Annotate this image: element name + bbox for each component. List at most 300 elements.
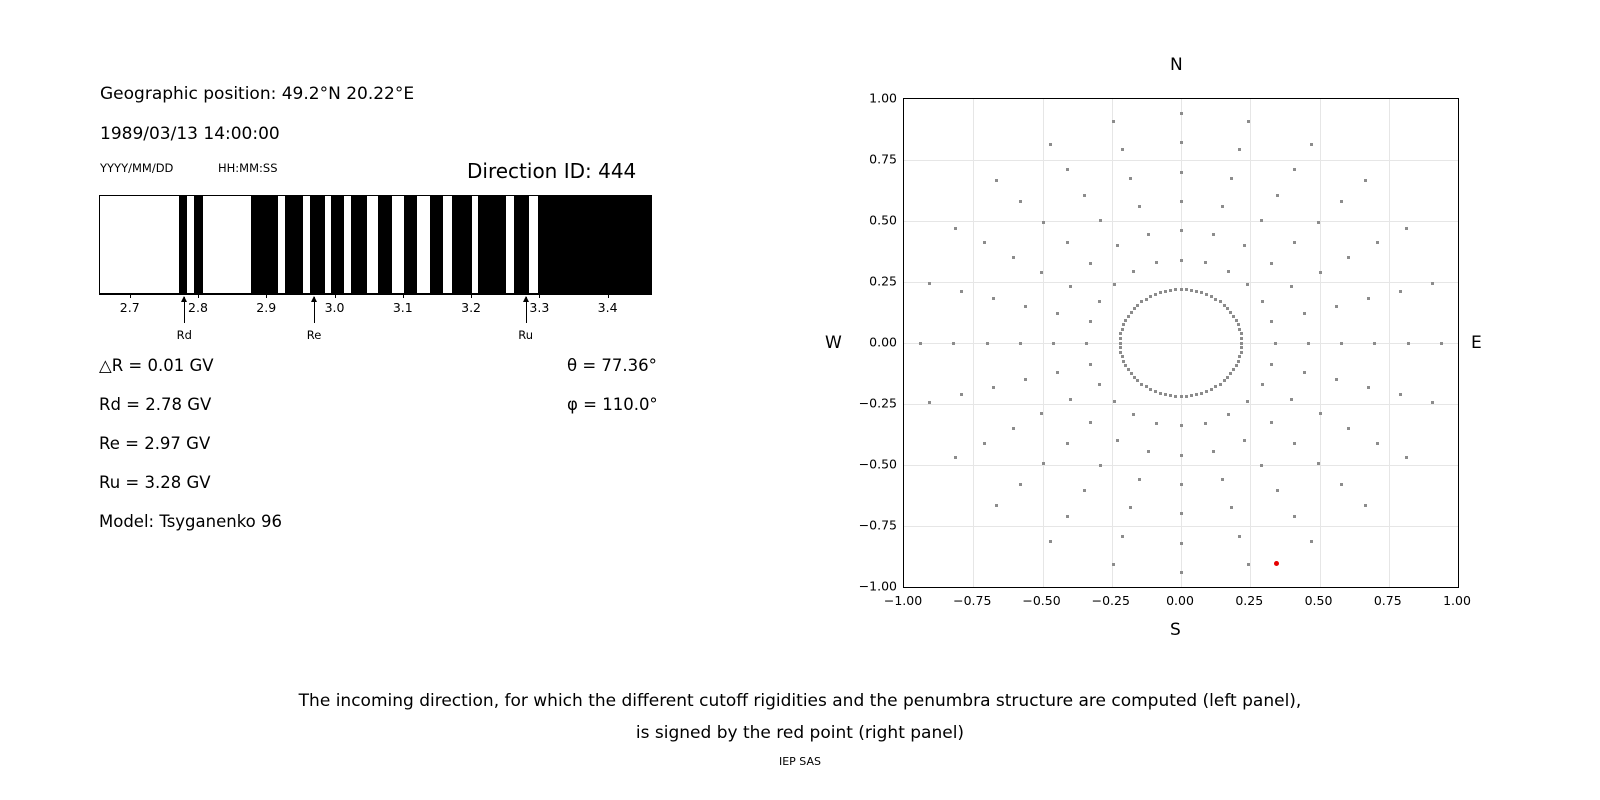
caption-line-2: is signed by the red point (right panel): [635, 723, 965, 743]
direction-point: [1129, 177, 1132, 180]
direction-point: [1133, 307, 1136, 310]
grid-line-horizontal: [904, 221, 1458, 222]
direction-point: [1405, 227, 1408, 230]
direction-point: [1221, 205, 1224, 208]
direction-point: [1347, 256, 1350, 259]
direction-point: [1317, 221, 1320, 224]
direction-point: [1227, 413, 1230, 416]
direction-point: [1049, 540, 1052, 543]
direction-point: [1049, 143, 1052, 146]
direction-point: [1149, 388, 1152, 391]
penumbra-forbidden-band: [179, 196, 187, 293]
penumbra-tick: [539, 294, 540, 298]
direction-point: [1276, 489, 1279, 492]
direction-point: [1240, 346, 1243, 349]
direction-point: [1185, 288, 1188, 291]
direction-point: [1136, 379, 1139, 382]
direction-point: [1121, 355, 1124, 358]
direction-point: [1024, 305, 1027, 308]
cardinal-west: W: [825, 333, 842, 353]
direction-grid-plot: [903, 98, 1459, 588]
penumbra-tick: [198, 294, 199, 298]
time-format-hint: HH:MM:SS: [218, 161, 278, 175]
direction-point: [1132, 270, 1135, 273]
x-axis-tick-label: −1.00: [883, 593, 923, 608]
direction-point: [1204, 422, 1207, 425]
direction-point: [1407, 342, 1410, 345]
direction-point: [928, 282, 931, 285]
direction-point: [1180, 141, 1183, 144]
direction-point: [1180, 571, 1183, 574]
direction-point: [995, 504, 998, 507]
penumbra-forbidden-band: [251, 196, 278, 293]
penumbra-tick: [403, 294, 404, 298]
credit-label: IEP SAS: [778, 755, 822, 768]
direction-point: [1335, 305, 1338, 308]
direction-point: [1098, 300, 1101, 303]
direction-point: [1270, 421, 1273, 424]
penumbra-forbidden-band: [452, 196, 472, 293]
direction-point: [1270, 320, 1273, 323]
x-axis-tick-label: −0.50: [1022, 593, 1061, 608]
right-panel: [825, 55, 1530, 655]
y-axis-tick-label: 1.00: [869, 90, 897, 106]
direction-id-label: Direction ID: 444: [467, 159, 637, 183]
direction-point: [1310, 540, 1313, 543]
direction-point: [1373, 342, 1376, 345]
grid-line-horizontal: [904, 160, 1458, 161]
penumbra-tick-label: 3.2: [461, 300, 482, 315]
direction-point: [1440, 342, 1443, 345]
rigidity-marker-arrow-rd: [184, 297, 185, 323]
grid-line-horizontal: [904, 282, 1458, 283]
direction-point: [1069, 398, 1072, 401]
direction-point: [954, 227, 957, 230]
direction-point: [1116, 439, 1119, 442]
direction-point: [1235, 319, 1238, 322]
y-axis-tick-label: 0.25: [869, 273, 897, 289]
direction-point: [1089, 262, 1092, 265]
direction-point: [1293, 168, 1296, 171]
direction-point: [1340, 200, 1343, 203]
selected-direction-point: [1274, 561, 1279, 566]
direction-point: [1154, 293, 1157, 296]
direction-point: [1180, 454, 1183, 457]
direction-point: [1042, 462, 1045, 465]
direction-point: [1240, 332, 1243, 335]
penumbra-structure-chart: [99, 195, 652, 294]
direction-point: [1127, 368, 1130, 371]
direction-point: [1149, 295, 1152, 298]
direction-point: [1083, 489, 1086, 492]
rigidity-marker-label-rd: Rd: [176, 328, 192, 342]
direction-point: [1099, 464, 1102, 467]
direction-point: [1317, 462, 1320, 465]
direction-point: [1310, 143, 1313, 146]
direction-point: [1340, 342, 1343, 345]
direction-point: [952, 342, 955, 345]
direction-point: [1133, 376, 1136, 379]
direction-point: [1335, 378, 1338, 381]
direction-point: [1219, 300, 1222, 303]
direction-point: [1155, 261, 1158, 264]
x-axis-tick-label: −0.25: [1091, 593, 1130, 608]
direction-point: [1190, 394, 1193, 397]
penumbra-tick-label: 3.4: [597, 300, 618, 315]
stat-model: Model: Tsyganenko 96: [99, 512, 283, 531]
x-axis-tick-label: −0.75: [953, 593, 992, 608]
direction-point: [1367, 386, 1370, 389]
direction-point: [1205, 293, 1208, 296]
direction-point: [1270, 363, 1273, 366]
direction-point: [1040, 412, 1043, 415]
direction-point: [1164, 393, 1167, 396]
cardinal-south: S: [1170, 620, 1181, 640]
y-axis-tick-label: 0.00: [869, 334, 897, 350]
direction-point: [1376, 442, 1379, 445]
direction-point: [1140, 300, 1143, 303]
direction-point: [1240, 351, 1243, 354]
direction-point: [1246, 283, 1249, 286]
direction-point: [1212, 450, 1215, 453]
direction-point: [1293, 515, 1296, 518]
direction-point: [1367, 297, 1370, 300]
penumbra-tick: [608, 294, 609, 298]
direction-point: [1056, 312, 1059, 315]
direction-point: [1405, 456, 1408, 459]
penumbra-tick-label: 2.9: [256, 300, 277, 315]
direction-point: [1347, 427, 1350, 430]
direction-point: [1399, 290, 1402, 293]
y-axis-tick-label: −1.00: [858, 578, 897, 594]
direction-point: [1132, 413, 1135, 416]
direction-point: [992, 386, 995, 389]
direction-point: [1247, 120, 1250, 123]
stat-theta: θ = 77.36°: [567, 356, 657, 375]
direction-point: [928, 401, 931, 404]
penumbra-forbidden-band: [351, 196, 367, 293]
direction-point: [954, 456, 957, 459]
direction-point: [1040, 271, 1043, 274]
direction-point: [1174, 395, 1177, 398]
penumbra-forbidden-band: [430, 196, 444, 293]
direction-point: [1214, 385, 1217, 388]
direction-point: [1180, 200, 1183, 203]
datetime-label: 1989/03/13 14:00:00: [100, 124, 280, 144]
penumbra-tick-label: 3.3: [529, 300, 550, 315]
penumbra-tick: [471, 294, 472, 298]
rigidity-marker-label-re: Re: [306, 328, 322, 342]
direction-point: [1261, 383, 1264, 386]
direction-point: [1116, 244, 1119, 247]
direction-point: [1290, 285, 1293, 288]
direction-point: [1274, 342, 1277, 345]
direction-point: [1083, 194, 1086, 197]
direction-point: [1229, 372, 1232, 375]
direction-point: [1180, 112, 1183, 115]
direction-point: [1019, 342, 1022, 345]
direction-point: [1154, 390, 1157, 393]
penumbra-tick-label: 2.8: [188, 300, 208, 315]
direction-point: [1195, 393, 1198, 396]
direction-point: [1243, 244, 1246, 247]
direction-point: [1180, 483, 1183, 486]
penumbra-forbidden-band: [331, 196, 343, 293]
direction-point: [1145, 385, 1148, 388]
direction-point: [1205, 390, 1208, 393]
x-axis-tick-label: 1.00: [1443, 593, 1471, 608]
direction-point: [1230, 506, 1233, 509]
direction-point: [1210, 388, 1213, 391]
direction-point: [1293, 241, 1296, 244]
direction-point: [1089, 363, 1092, 366]
penumbra-forbidden-band: [404, 196, 418, 293]
direction-point: [1303, 312, 1306, 315]
direction-point: [1066, 241, 1069, 244]
direction-point: [1119, 342, 1122, 345]
y-axis-tick-label: −0.50: [858, 456, 897, 472]
direction-point: [1089, 320, 1092, 323]
direction-point: [1121, 535, 1124, 538]
penumbra-tick: [266, 294, 267, 298]
direction-point: [1145, 298, 1148, 301]
penumbra-tick-label: 3.1: [392, 300, 413, 315]
direction-point: [992, 297, 995, 300]
direction-point: [1147, 233, 1150, 236]
grid-line-horizontal: [904, 465, 1458, 466]
rigidity-marker-label-ru: Ru: [518, 328, 534, 342]
direction-point: [1232, 368, 1235, 371]
direction-point: [1223, 304, 1226, 307]
direction-point: [1147, 450, 1150, 453]
direction-point: [1122, 360, 1125, 363]
direction-point: [1243, 439, 1246, 442]
direction-point: [1364, 179, 1367, 182]
direction-point: [1169, 394, 1172, 397]
direction-point: [1238, 148, 1241, 151]
direction-point: [1376, 241, 1379, 244]
direction-point: [1185, 395, 1188, 398]
direction-point: [1066, 442, 1069, 445]
direction-point: [1431, 401, 1434, 404]
direction-point: [1235, 364, 1238, 367]
direction-point: [960, 393, 963, 396]
direction-point: [1089, 421, 1092, 424]
direction-point: [983, 241, 986, 244]
penumbra-tick: [130, 294, 131, 298]
direction-point: [1293, 442, 1296, 445]
direction-point: [1195, 290, 1198, 293]
direction-point: [1180, 542, 1183, 545]
direction-point: [1136, 304, 1139, 307]
y-axis-tick-label: 0.50: [869, 212, 897, 228]
rigidity-marker-arrow-ru: [526, 297, 527, 323]
direction-point: [1270, 262, 1273, 265]
direction-point: [1159, 291, 1162, 294]
figure-caption: [0, 685, 1600, 749]
direction-point: [1119, 346, 1122, 349]
direction-point: [1024, 378, 1027, 381]
stat-delta-r: △R = 0.01 GV: [99, 356, 214, 375]
direction-point: [1238, 355, 1241, 358]
direction-point: [1399, 393, 1402, 396]
direction-point: [1019, 483, 1022, 486]
penumbra-forbidden-band: [310, 196, 325, 293]
stat-phi: φ = 110.0°: [567, 395, 658, 414]
direction-point: [1052, 342, 1055, 345]
direction-point: [995, 179, 998, 182]
x-axis-tick-label: 0.25: [1235, 593, 1264, 608]
direction-point: [1260, 464, 1263, 467]
direction-point: [1204, 261, 1207, 264]
direction-point: [1130, 311, 1133, 314]
direction-point: [1124, 364, 1127, 367]
direction-point: [1019, 200, 1022, 203]
direction-point: [1240, 342, 1243, 345]
direction-point: [1260, 219, 1263, 222]
y-axis-tick-label: 0.75: [869, 151, 897, 167]
direction-point: [1226, 376, 1229, 379]
direction-point: [1190, 289, 1193, 292]
penumbra-forbidden-band: [538, 196, 652, 293]
direction-point: [986, 342, 989, 345]
direction-point: [1227, 270, 1230, 273]
direction-point: [1276, 194, 1279, 197]
direction-point: [1066, 515, 1069, 518]
x-axis-tick-label: 0.50: [1304, 593, 1333, 608]
direction-point: [1238, 328, 1241, 331]
direction-point: [1319, 271, 1322, 274]
caption-line-1: The incoming direction, for which the different cutoff rigidities and the penumbra structure are computed (left panel),: [298, 691, 1302, 711]
penumbra-tick: [335, 294, 336, 298]
y-axis-tick-label: −0.25: [858, 395, 897, 411]
direction-point: [1229, 311, 1232, 314]
stat-ru: Ru = 3.28 GV: [99, 473, 211, 492]
direction-point: [1221, 478, 1224, 481]
direction-point: [1180, 171, 1183, 174]
direction-point: [1159, 392, 1162, 395]
direction-point: [1121, 328, 1124, 331]
direction-point: [983, 442, 986, 445]
penumbra-forbidden-band: [285, 196, 303, 293]
direction-point: [1113, 400, 1116, 403]
direction-point: [1180, 229, 1183, 232]
direction-point: [1130, 372, 1133, 375]
direction-point: [1127, 315, 1130, 318]
direction-point: [1138, 478, 1141, 481]
stat-re: Re = 2.97 GV: [99, 434, 211, 453]
direction-point: [1012, 256, 1015, 259]
direction-point: [1180, 288, 1183, 291]
direction-point: [1431, 282, 1434, 285]
penumbra-axis-line: [99, 294, 652, 295]
direction-point: [1290, 398, 1293, 401]
direction-point: [1214, 298, 1217, 301]
direction-point: [1099, 219, 1102, 222]
direction-point: [1210, 295, 1213, 298]
direction-point: [1164, 290, 1167, 293]
geographic-position-label: Geographic position: 49.2°N 20.22°E: [100, 84, 415, 104]
direction-point: [1129, 506, 1132, 509]
direction-point: [1200, 392, 1203, 395]
penumbra-forbidden-band: [478, 196, 507, 293]
direction-point: [1085, 342, 1088, 345]
direction-point: [1226, 307, 1229, 310]
direction-point: [1119, 332, 1122, 335]
direction-point: [1212, 233, 1215, 236]
direction-point: [1174, 288, 1177, 291]
date-format-hint: YYYY/MM/DD: [100, 161, 174, 175]
penumbra-tick-label: 2.7: [119, 300, 140, 315]
direction-point: [1364, 504, 1367, 507]
direction-point: [1180, 512, 1183, 515]
direction-point: [1119, 337, 1122, 340]
grid-line-horizontal: [904, 526, 1458, 527]
direction-point: [1180, 424, 1183, 427]
left-panel: [0, 0, 720, 660]
y-axis-tick-label: −0.75: [858, 517, 897, 533]
cardinal-north: N: [1170, 55, 1183, 75]
direction-point: [1112, 120, 1115, 123]
direction-point: [1113, 283, 1116, 286]
direction-point: [1319, 412, 1322, 415]
direction-point: [919, 342, 922, 345]
direction-point: [1069, 285, 1072, 288]
grid-line-horizontal: [904, 404, 1458, 405]
direction-point: [1169, 289, 1172, 292]
direction-point: [1240, 337, 1243, 340]
direction-point: [1066, 168, 1069, 171]
direction-point: [1012, 427, 1015, 430]
direction-point: [1261, 300, 1264, 303]
direction-point: [1238, 535, 1241, 538]
direction-point: [1219, 383, 1222, 386]
direction-point: [1042, 221, 1045, 224]
penumbra-forbidden-band: [194, 196, 204, 293]
x-axis-tick-label: 0.00: [1166, 593, 1194, 608]
direction-point: [1098, 383, 1101, 386]
cardinal-east: E: [1471, 333, 1482, 353]
direction-point: [1230, 177, 1233, 180]
penumbra-forbidden-band: [378, 196, 392, 293]
direction-point: [1155, 422, 1158, 425]
direction-point: [1307, 342, 1310, 345]
direction-point: [1121, 148, 1124, 151]
penumbra-tick-label: 3.0: [324, 300, 345, 315]
direction-point: [1246, 400, 1249, 403]
direction-point: [1112, 563, 1115, 566]
direction-point: [1247, 563, 1250, 566]
rigidity-marker-arrow-re: [314, 297, 315, 323]
direction-point: [1180, 259, 1183, 262]
stat-rd: Rd = 2.78 GV: [99, 395, 212, 414]
direction-point: [1303, 371, 1306, 374]
direction-point: [1140, 383, 1143, 386]
direction-point: [1124, 319, 1127, 322]
direction-point: [1122, 323, 1125, 326]
direction-point: [960, 290, 963, 293]
direction-point: [1232, 315, 1235, 318]
direction-point: [1056, 371, 1059, 374]
direction-point: [1237, 323, 1240, 326]
direction-point: [1180, 395, 1183, 398]
penumbra-forbidden-band: [514, 196, 529, 293]
direction-point: [1340, 483, 1343, 486]
direction-point: [1138, 205, 1141, 208]
direction-point: [1223, 379, 1226, 382]
direction-point: [1200, 291, 1203, 294]
direction-point: [1237, 360, 1240, 363]
